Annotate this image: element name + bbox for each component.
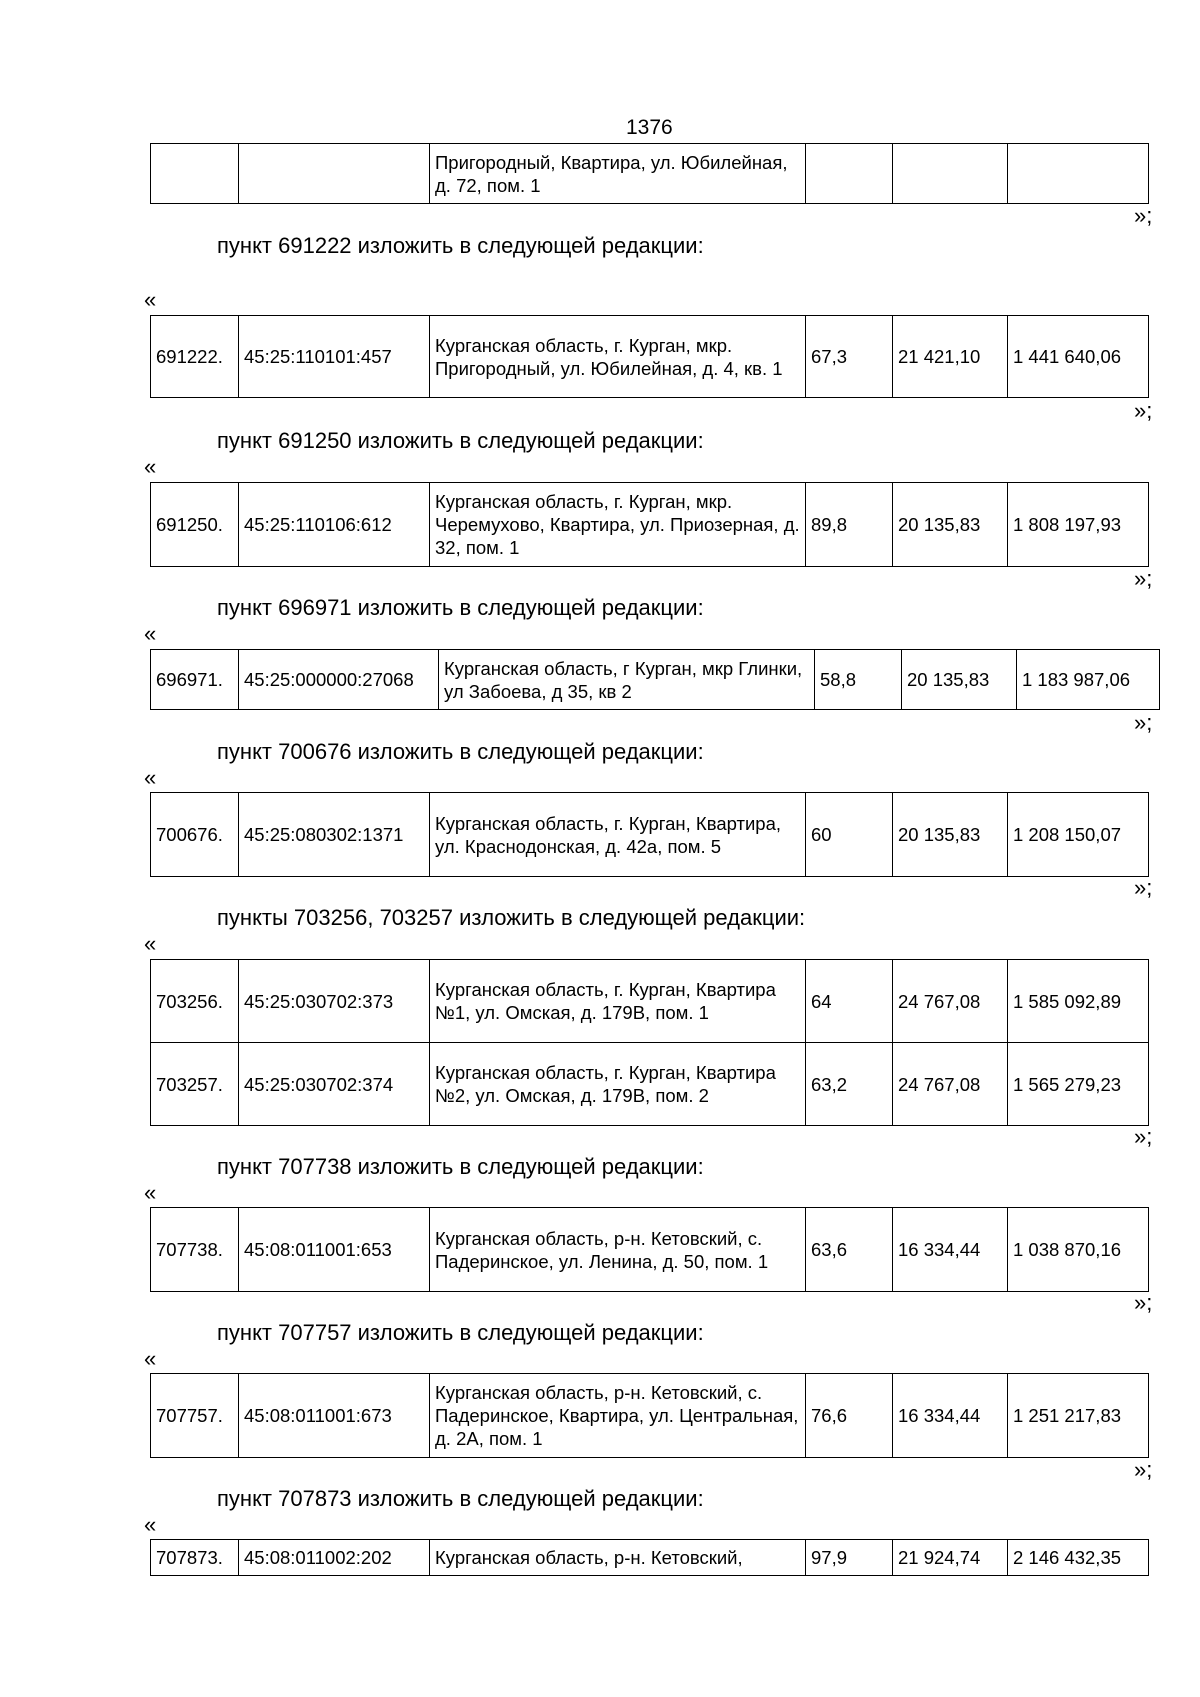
cell-area: 63,6 [806, 1208, 893, 1292]
section-table [150, 959, 1149, 1126]
cell-address: Курганская область, г. Курган, Квартира, ул. Краснодонская, д. 42а, пом. 5 [430, 793, 806, 877]
cell-num: 707738. [151, 1208, 239, 1292]
quote-close: »; [1134, 1124, 1153, 1149]
cell-address: Курганская область, р-н. Кетовский, с. Падеринское, Квартира, ул. Центральная, д. 2А, пом. 1 [430, 1374, 806, 1458]
cell-num: 691250. [151, 483, 239, 567]
quote-open: « [144, 621, 157, 646]
table-row [151, 1043, 1149, 1126]
cell-area: 67,3 [806, 316, 893, 398]
section-heading: пункт 707873 изложить в следующей редакции: [217, 1486, 704, 1511]
cell-value: 1 183 987,06 [1017, 650, 1160, 710]
table-row [151, 316, 1149, 398]
cell-value: 1 808 197,93 [1008, 483, 1149, 567]
cell-value: 1 208 150,07 [1008, 793, 1149, 877]
cell-num: 703257. [151, 1043, 239, 1126]
page-number-text: 1376 [626, 116, 673, 139]
cell-cadastral: 45:25:080302:1371 [239, 793, 430, 877]
section-table [150, 1373, 1149, 1458]
section-table [150, 792, 1149, 877]
cell-num: 700676. [151, 793, 239, 877]
cell-rate [893, 144, 1008, 204]
table-row [151, 483, 1149, 567]
cell-cadastral: 45:25:110101:457 [239, 316, 430, 398]
cell-value: 1 585 092,89 [1008, 960, 1149, 1043]
quote-open: « [144, 287, 157, 312]
table-row [151, 1374, 1149, 1458]
cell-address: Курганская область, р-н. Кетовский, с. Падеринское, ул. Ленина, д. 50, пом. 1 [430, 1208, 806, 1292]
quote-close: »; [1134, 1290, 1153, 1315]
cell-rate: 20 135,83 [902, 650, 1017, 710]
cell-address: Курганская область, г. Курган, Квартира №2, ул. Омская, д. 179В, пом. 2 [430, 1043, 806, 1126]
cell-address: Курганская область, г. Курган, Квартира №1, ул. Омская, д. 179В, пом. 1 [430, 960, 806, 1043]
cell-area: 97,9 [806, 1540, 893, 1576]
quote-close: »; [1134, 203, 1153, 228]
cell-rate: 21 924,74 [893, 1540, 1008, 1576]
table-row [151, 793, 1149, 877]
cell-cadastral: 45:25:000000:27068 [239, 650, 439, 710]
section-heading: пункт 707757 изложить в следующей редакции: [217, 1320, 704, 1345]
section-table [150, 482, 1149, 567]
cell-num: 696971. [151, 650, 239, 710]
quote-close: »; [1134, 1457, 1153, 1482]
cell-value: 1 441 640,06 [1008, 316, 1149, 398]
table-row [151, 1540, 1149, 1576]
cell-area: 76,6 [806, 1374, 893, 1458]
cell-rate: 24 767,08 [893, 1043, 1008, 1126]
quote-open: « [144, 1180, 157, 1205]
cell-address: Курганская область, г. Курган, мкр. Пригородный, ул. Юбилейная, д. 4, кв. 1 [430, 316, 806, 398]
cell-rate: 21 421,10 [893, 316, 1008, 398]
cell-cadastral: 45:25:110106:612 [239, 483, 430, 567]
cell-cadastral: 45:25:030702:373 [239, 960, 430, 1043]
section-table [150, 1539, 1149, 1576]
quote-close: »; [1134, 710, 1153, 735]
cell-area: 60 [806, 793, 893, 877]
cell-num: 691222. [151, 316, 239, 398]
section-heading: пункт 691250 изложить в следующей редакции: [217, 428, 704, 453]
cell-value: 1 038 870,16 [1008, 1208, 1149, 1292]
quote-open: « [144, 931, 157, 956]
cell-address: Курганская область, г. Курган, мкр. Черемухово, Квартира, ул. Приозерная, д. 32, пом. 1 [430, 483, 806, 567]
cell-cadastral: 45:08:011002:202 [239, 1540, 430, 1576]
cell-rate: 20 135,83 [893, 483, 1008, 567]
cell-cadastral [239, 144, 430, 204]
cell-cadastral: 45:08:011001:673 [239, 1374, 430, 1458]
cell-num [151, 144, 239, 204]
section-heading: пункт 691222 изложить в следующей редакции: [217, 233, 704, 258]
cell-value: 1 251 217,83 [1008, 1374, 1149, 1458]
cell-area: 64 [806, 960, 893, 1043]
table-row [151, 960, 1149, 1043]
cell-address: Пригородный, Квартира, ул. Юбилейная, д. 72, пом. 1 [430, 144, 806, 204]
continued-table [150, 143, 1149, 204]
section-table [150, 315, 1149, 398]
cell-value [1008, 144, 1149, 204]
cell-area [806, 144, 893, 204]
cell-area: 63,2 [806, 1043, 893, 1126]
section-heading: пункт 696971 изложить в следующей редакции: [217, 595, 704, 620]
section-heading: пункт 700676 изложить в следующей редакции: [217, 739, 704, 764]
table-row [151, 1208, 1149, 1292]
table-row [151, 650, 1160, 710]
quote-open: « [144, 454, 157, 479]
cell-area: 89,8 [806, 483, 893, 567]
quote-open: « [144, 1346, 157, 1371]
cell-rate: 16 334,44 [893, 1374, 1008, 1458]
cell-rate: 20 135,83 [893, 793, 1008, 877]
cell-rate: 16 334,44 [893, 1208, 1008, 1292]
section-heading: пункты 703256, 703257 изложить в следующей редакции: [217, 905, 806, 930]
cell-num: 707757. [151, 1374, 239, 1458]
cell-cadastral: 45:25:030702:374 [239, 1043, 430, 1126]
cell-rate: 24 767,08 [893, 960, 1008, 1043]
quote-open: « [144, 1512, 157, 1537]
section-heading: пункт 707738 изложить в следующей редакции: [217, 1154, 704, 1179]
cell-address: Курганская область, р-н. Кетовский, [430, 1540, 806, 1576]
quote-open: « [144, 765, 157, 790]
cell-num: 707873. [151, 1540, 239, 1576]
cell-value: 2 146 432,35 [1008, 1540, 1149, 1576]
section-table [150, 1207, 1149, 1292]
cell-num: 703256. [151, 960, 239, 1043]
quote-close: »; [1134, 566, 1153, 591]
cell-cadastral: 45:08:011001:653 [239, 1208, 430, 1292]
cell-area: 58,8 [815, 650, 902, 710]
quote-close: »; [1134, 398, 1153, 423]
cell-address: Курганская область, г Курган, мкр Глинки, ул Забоева, д 35, кв 2 [439, 650, 815, 710]
cell-value: 1 565 279,23 [1008, 1043, 1149, 1126]
section-table [150, 649, 1160, 710]
quote-close: »; [1134, 875, 1153, 900]
table-row [151, 144, 1149, 204]
